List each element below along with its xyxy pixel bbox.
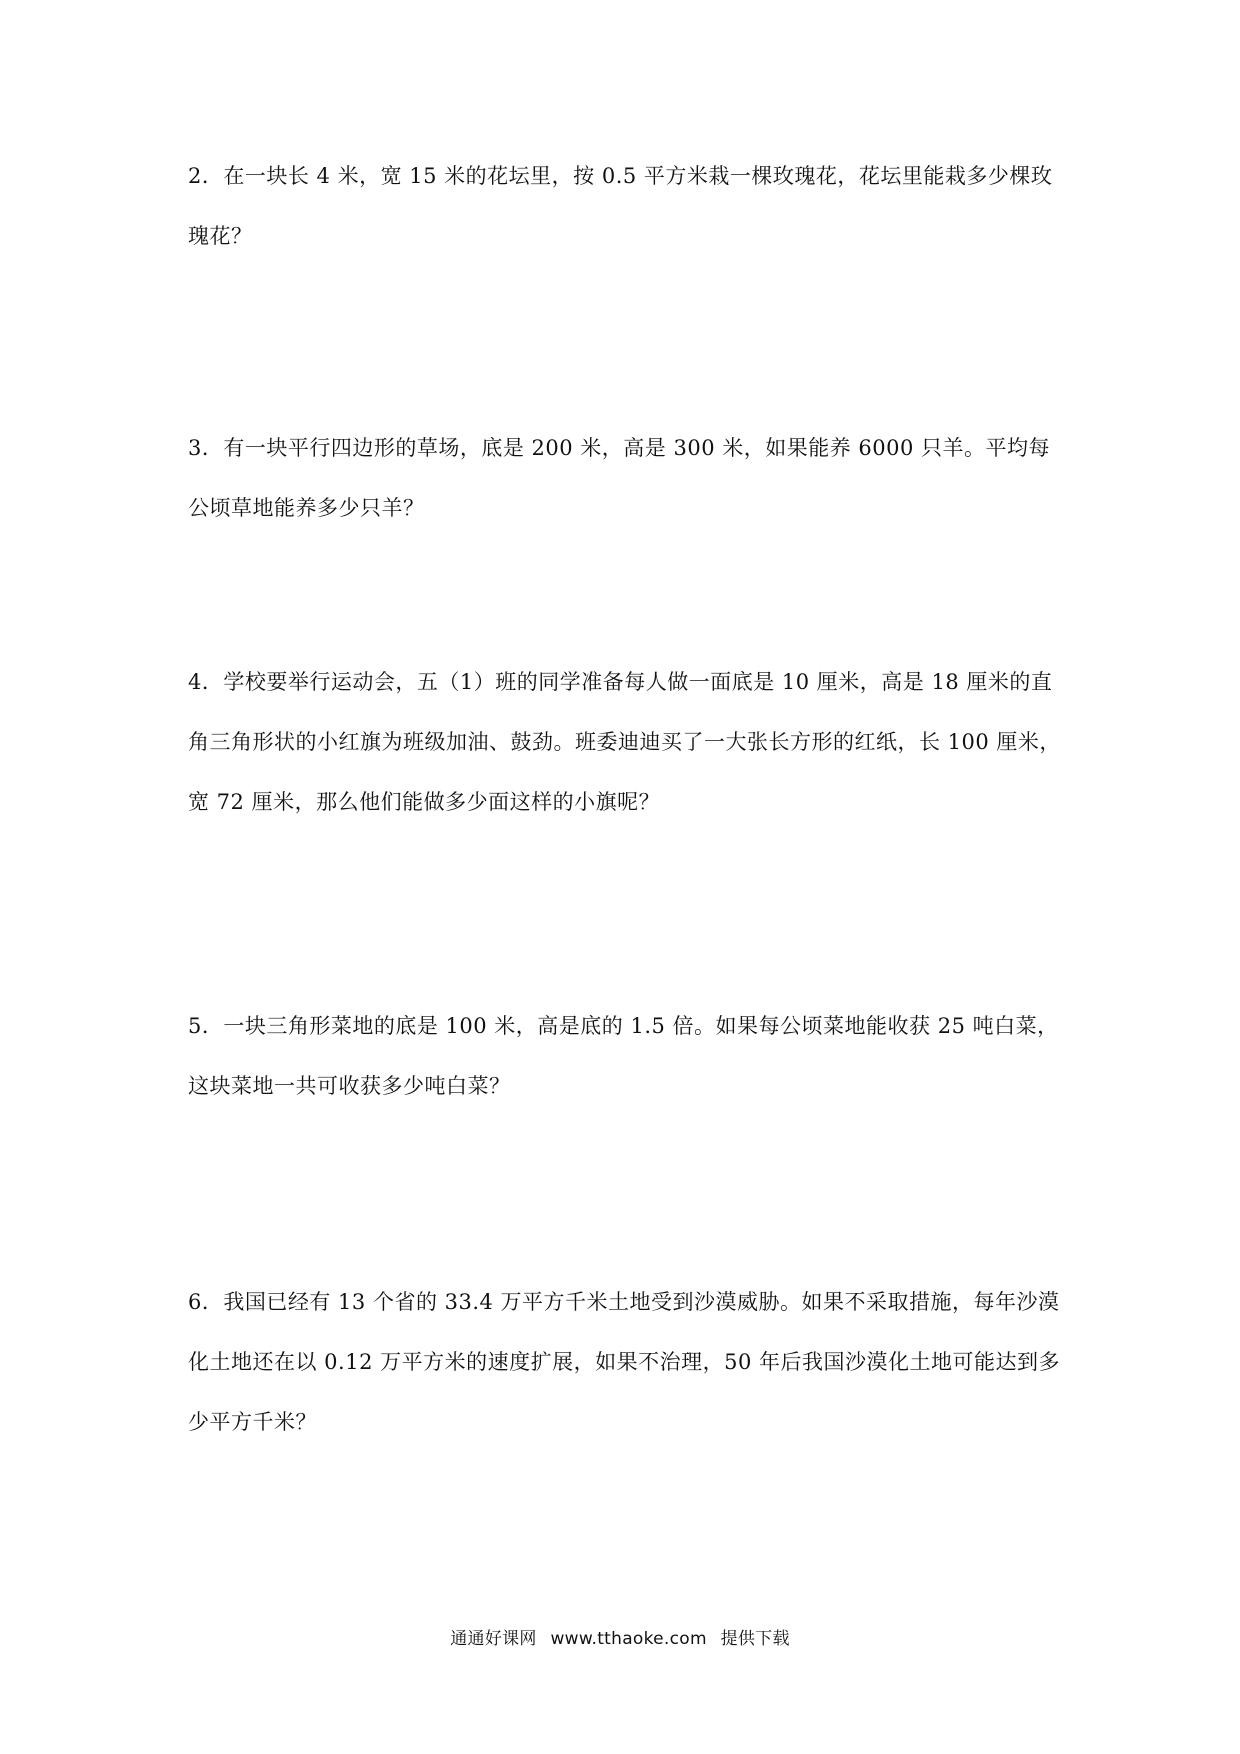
problem-4 [188,652,1068,832]
problem-text: 一块三角形菜地的底是 100 米，高是底的 1.5 倍。如果每公顷菜地能收获 25 吨白菜，这块菜地一共可收获多少吨白菜？ [188,1014,1059,1098]
problem-6 [188,1272,1068,1452]
problem-number: 3． [188,436,224,460]
footer-url-link[interactable]: www.tthaoke.com [550,1629,707,1649]
problem-text: 在一块长 4 米，宽 15 米的花坛里，按 0.5 平方米栽一棵玫瑰花，花坛里能栽多少棵玫瑰花？ [188,164,1053,248]
footer-site-name: 通通好课网 [450,1629,537,1649]
problem-number: 4． [188,670,224,694]
problem-3 [188,418,1068,538]
problem-text: 我国已经有 13 个省的 33.4 万平方千米土地受到沙漠威胁。如果不采取措施，每年沙漠化土地还在以 0.12 万平方米的速度扩展，如果不治理，50 年后我国沙漠化土地可能达到多少平方千米？ [188,1290,1061,1434]
problem-number: 6． [188,1290,224,1314]
problem-text: 有一块平行四边形的草场，底是 200 米，高是 300 米，如果能养 6000 只羊。平均每公顷草地能养多少只羊？ [188,436,1051,520]
footer-suffix: 提供下载 [720,1629,790,1649]
problem-2 [188,146,1068,266]
page-footer [0,1624,1240,1649]
problem-number: 5． [188,1014,224,1038]
problem-text: 学校要举行运动会，五（1）班的同学准备每人做一面底是 10 厘米，高是 18 厘米的直角三角形状的小红旗为班级加油、鼓劲。班委迪迪买了一大张长方形的红纸，长 100 厘米，宽 72 厘米，那么他们能做多少面这样的小旗呢？ [188,670,1061,814]
problem-5 [188,996,1068,1116]
problem-number: 2． [188,164,224,188]
